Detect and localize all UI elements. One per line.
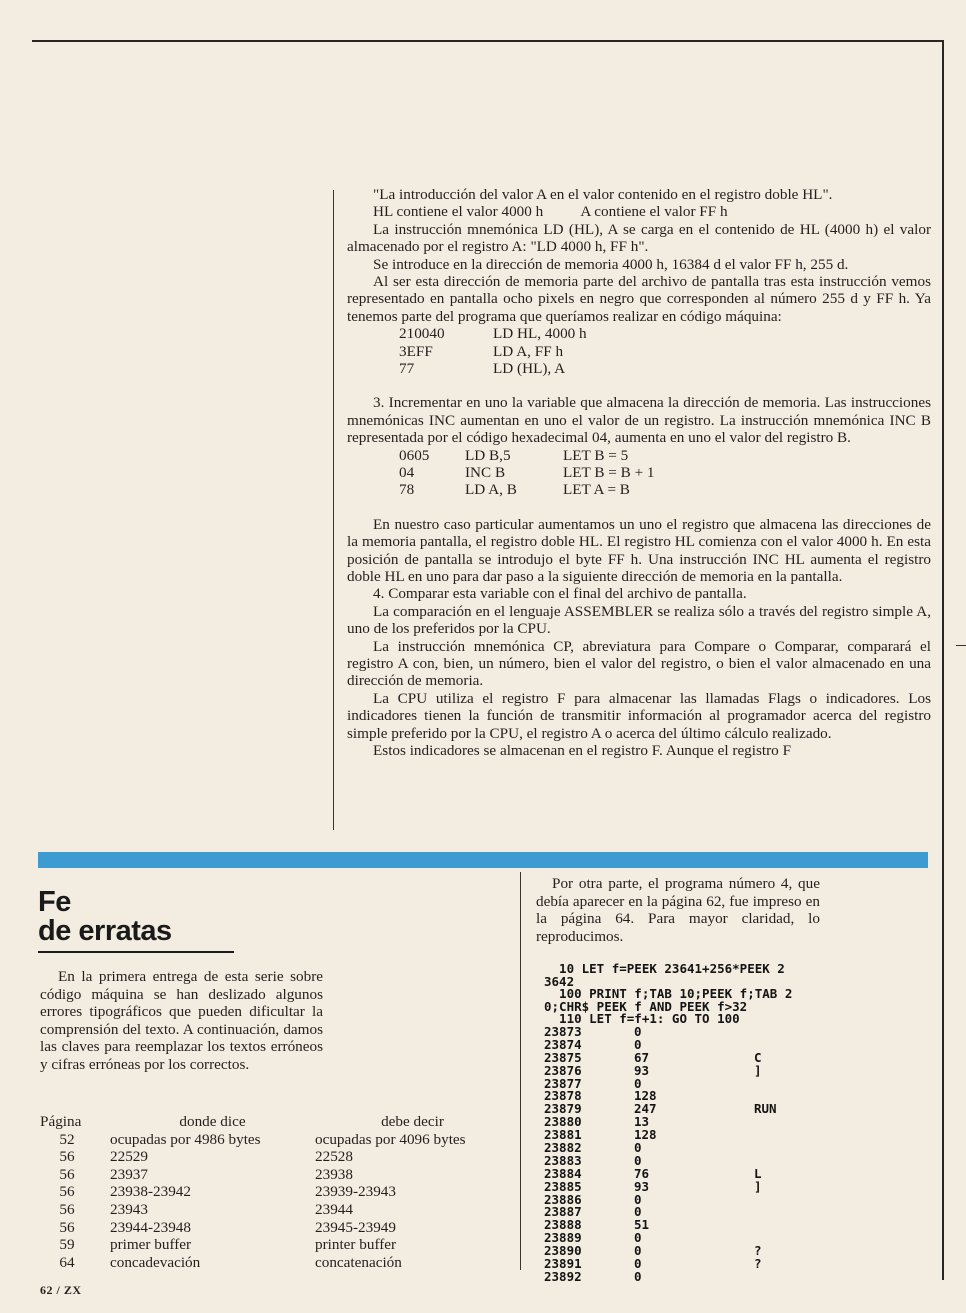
dump-value: 0: [634, 1256, 642, 1271]
paragraph: La CPU utiliza el registro F para almacenar las llamadas Flags o indicadores. Los indicadores tienen la función de transmitir información al programador acerca del registro simple preferido por la CPU, el registro A o acerca del último cálculo realizado.: [347, 689, 931, 742]
program-listing: [544, 963, 934, 1284]
dump-char: [754, 1271, 834, 1284]
edge-mark: [956, 645, 966, 646]
basic-program: 10 LET f=PEEK 23641+256*PEEK 2 3642 100 PRINT f;TAB 10;PEEK f;TAB 2 0;CHR$ PEEK f AND PEEK f>32 110 LET f=f+1: GO TO 100: [544, 961, 793, 1027]
dump-address: 23877: [544, 1075, 582, 1091]
dump-value: 0: [634, 1230, 642, 1246]
dump-row: [544, 1219, 934, 1232]
errata-intro: En la primera entrega de esta serie sobre código máquina se han deslizado algunos errores tipográficos que pueden dificultar la comprensión del texto. A continuación, damos las claves para reemplazar los textos erróneos y cifras erróneas por los correctos.: [40, 968, 323, 1073]
dump-row: [544, 1206, 934, 1219]
dump-row: [544, 1116, 934, 1129]
memory-dump: [544, 1023, 934, 1284]
dump-row: [544, 1268, 934, 1284]
errata-row: 56 23943 23944: [59, 1200, 353, 1218]
dump-char: RUN: [754, 1101, 777, 1117]
dump-value: 51: [634, 1217, 650, 1233]
paragraph: "La introducción del valor A en el valor contenido en el registro doble HL".: [373, 186, 833, 203]
dump-address: 23878: [544, 1088, 582, 1104]
main-article: [347, 186, 931, 760]
dump-address: 23879: [544, 1101, 582, 1117]
dump-row: [544, 1165, 934, 1181]
errata-title: Fe de erratas: [38, 886, 172, 947]
errata-title-rule: [38, 951, 234, 953]
dump-address: 23884: [544, 1165, 582, 1181]
paragraph: La instrucción mnemónica LD (HL), A se carga en el contenido de HL (4000 h) el valor almacenado por el registro A: "LD 4000 h, FF h".: [347, 220, 931, 256]
code-row: 3EFF LD A, FF h: [399, 342, 564, 360]
dump-char: [754, 1078, 834, 1091]
dump-row: [544, 1232, 934, 1245]
dump-address: 23891: [544, 1256, 582, 1271]
dump-address: 23873: [544, 1023, 582, 1039]
dump-row: [544, 1152, 934, 1168]
dump-row: [544, 1129, 934, 1142]
code-block-1: [399, 325, 931, 377]
code-row: 0605 LD B,5 LET B = 5: [399, 446, 629, 464]
dump-char: ]: [754, 1062, 762, 1078]
dump-char: [754, 1129, 834, 1142]
errata-row: 52 ocupadas por 4986 bytes ocupadas por 4096 bytes: [59, 1130, 466, 1148]
column-rule-lower: [520, 872, 521, 1270]
code-block-2: [399, 447, 931, 499]
paragraph: 3. Incrementar en uno la variable que almacena la dirección de memoria. Las instrucciones mnemónicas INC aumentan en uno el valor de un registro. La instrucción mnemónica INC B representada por el código hexadecimal 04, aumenta en uno el valor del registro B.: [347, 394, 931, 447]
paragraph: Se introduce en la dirección de memoria 4000 h, 16384 d el valor FF h, 255 d.: [373, 255, 849, 273]
errata-row: 64 concadevación concatenación: [59, 1253, 402, 1271]
dump-address: 23875: [544, 1049, 582, 1065]
dump-char: [754, 1194, 834, 1207]
section-divider-band: [38, 852, 928, 868]
errata-row: 59 primer buffer printer buffer: [59, 1236, 397, 1254]
dump-address: 23882: [544, 1139, 582, 1155]
code-row: 210040 LD HL, 4000 h: [399, 325, 587, 343]
paragraph: La comparación en el lenguaje ASSEMBLER se realiza sólo a través del registro simple A, uno de los preferidos por la CPU.: [347, 602, 931, 638]
dump-value: 93: [634, 1178, 650, 1194]
dump-char: [754, 1142, 834, 1155]
dump-address: 23888: [544, 1217, 582, 1233]
listing-intro: Por otra parte, el programa número 4, que debía aparecer en la página 62, fue impreso en la página 64. Para mayor claridad, lo reproducimos.: [536, 875, 820, 945]
dump-value: 0: [634, 1139, 642, 1155]
column-rule: [333, 190, 334, 830]
dump-char: C: [754, 1049, 762, 1065]
dump-char: ?: [754, 1256, 762, 1271]
dump-value: 76: [634, 1165, 650, 1181]
dump-char: [754, 1026, 834, 1039]
dump-row: [544, 1036, 934, 1052]
dump-char: [754, 1219, 834, 1232]
dump-value: 0: [634, 1023, 642, 1039]
dump-row: [544, 1178, 934, 1194]
paragraph: 4. Comparar esta variable con el final del archivo de pantalla.: [373, 585, 747, 603]
right-rule: [942, 40, 944, 1280]
dump-char: ]: [754, 1178, 762, 1194]
dump-char: [754, 1039, 834, 1052]
dump-address: 23886: [544, 1191, 582, 1207]
dump-address: 23883: [544, 1152, 582, 1168]
code-row: 77 LD (HL), A: [399, 360, 566, 378]
dump-address: 23876: [544, 1062, 582, 1078]
errata-row: 56 23937 23938: [59, 1165, 353, 1183]
dump-row: [544, 1258, 934, 1271]
dump-char: [754, 1232, 834, 1245]
code-row: 04 INC B LET B = B + 1: [399, 464, 655, 482]
dump-address: 23874: [544, 1036, 582, 1052]
paragraph: Al ser esta dirección de memoria parte del archivo de pantalla tras esta instrucción vemos representado en pantalla ocho pixels en negro que corresponden al número 255 d y FF h. Ya tenemos parte del programa que queríamos realizar en código máquina:: [347, 273, 931, 325]
dump-address: 23887: [544, 1204, 582, 1220]
errata-table-header: Página donde dice debe decir: [40, 1113, 444, 1130]
dump-char: L: [754, 1165, 762, 1181]
dump-address: 23892: [544, 1268, 582, 1284]
dump-address: 23881: [544, 1127, 582, 1143]
dump-row: [544, 1103, 934, 1116]
dump-value: 247: [634, 1101, 657, 1117]
paragraph: La instrucción mnemónica CP, abreviatura para Compare o Comparar, comparará el registro A con, bien, un número, bien el valor del registro, o bien el valor almacenado en una dirección de memoria.: [347, 637, 931, 690]
dump-value: 13: [634, 1114, 650, 1130]
dump-value: 0: [634, 1036, 642, 1052]
dump-row: [544, 1090, 934, 1103]
dump-char: [754, 1116, 834, 1129]
dump-value: 0: [634, 1268, 642, 1284]
dump-value: 0: [634, 1075, 642, 1091]
page-folio: 62 / ZX: [40, 1283, 82, 1297]
dump-address: 23885: [544, 1178, 582, 1194]
dump-row: [544, 1245, 934, 1258]
dump-row: [544, 1139, 934, 1155]
errata-row: 56 22529 22528: [59, 1148, 353, 1166]
dump-value: 0: [634, 1191, 642, 1207]
dump-address: 23880: [544, 1114, 582, 1130]
dump-row: [544, 1023, 934, 1039]
dump-value: 128: [634, 1088, 657, 1104]
dump-address: 23889: [544, 1230, 582, 1246]
dump-value: 67: [634, 1049, 650, 1065]
dump-value: 0: [634, 1243, 642, 1259]
code-row: 78 LD A, B LET A = B: [399, 481, 630, 499]
dump-row: [544, 1075, 934, 1091]
errata-table: [40, 1113, 510, 1271]
dump-value: 0: [634, 1152, 642, 1168]
dump-char: [754, 1155, 834, 1168]
paragraph: Estos indicadores se almacenan en el registro F. Aunque el registro F: [373, 742, 792, 760]
dump-row: [544, 1049, 934, 1065]
dump-char: ?: [754, 1243, 762, 1259]
dump-row: [544, 1191, 934, 1207]
dump-value: 128: [634, 1127, 657, 1143]
paragraph: En nuestro caso particular aumentamos un uno el registro que almacena las direcciones de la memoria pantalla, el registro doble HL. El registro HL comienza con el valor 4000 h. En esta posición de pantalla se introdujo el byte FF h. Una instrucción INC HL aumenta el registro doble HL en uno para dar paso a la siguiente dirección de memoria en la pantalla.: [347, 515, 931, 586]
dump-value: 93: [634, 1062, 650, 1078]
dump-char: [754, 1206, 834, 1219]
top-rule: [32, 40, 942, 42]
paragraph: HL contiene el valor 4000 h A contiene el valor FF h: [373, 203, 728, 221]
errata-row: 56 23944-23948 23945-23949: [59, 1218, 396, 1236]
dump-value: 0: [634, 1204, 642, 1220]
dump-row: [544, 1062, 934, 1078]
errata-row: 56 23938-23942 23939-23943: [59, 1183, 396, 1201]
dump-address: 23890: [544, 1243, 582, 1259]
